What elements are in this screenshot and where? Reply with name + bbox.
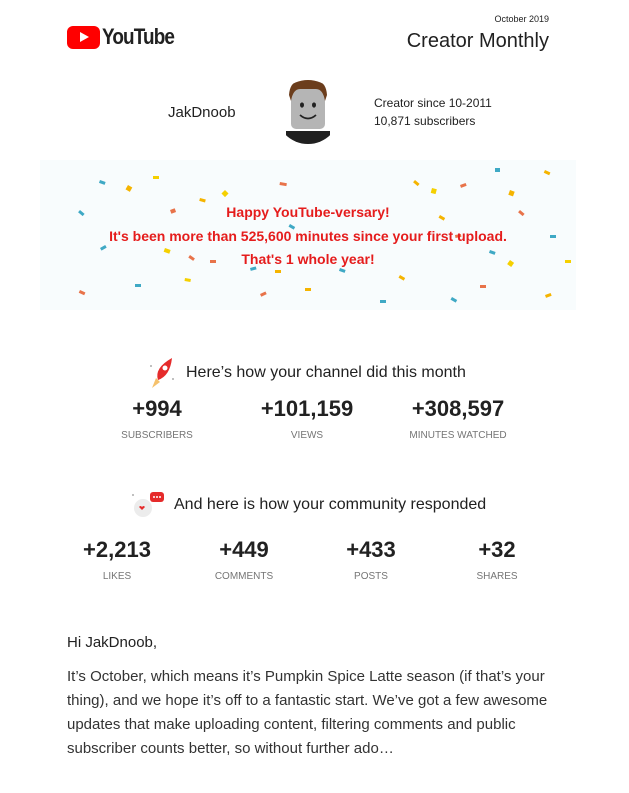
- channel-stats-heading-text: Here’s how your channel did this month: [186, 364, 466, 381]
- stat-subscribers: [82, 396, 232, 441]
- stat-label: COMMENTS: [214, 571, 274, 582]
- letter-paragraph: It’s October, which means it’s Pumpkin Spice Latte season (if that’s your thing), and we hope it’s off to a fantastic start. We’ve got a few awesome updates that make uploading content, filtering comments and public subscriber counts better, so without further ado…: [67, 668, 548, 757]
- rocket-icon: [148, 356, 178, 390]
- stat-label: POSTS: [354, 571, 388, 582]
- newsletter-date: October 2019: [494, 14, 549, 24]
- community-stats-heading-text: And here is how your community responded: [174, 496, 487, 513]
- youtube-logo[interactable]: [67, 24, 186, 50]
- banner-line-2: It's been more than 525,600 minutes since your first upload.: [109, 228, 507, 244]
- subscriber-count: 10,871 subscribers: [374, 114, 476, 128]
- channel-stats-heading: [148, 356, 466, 390]
- channel-username: JakDnoob: [168, 104, 236, 121]
- stat-label: VIEWS: [290, 430, 324, 441]
- stat-value: +2,213: [83, 537, 151, 562]
- chat-hearts-icon: [130, 490, 166, 520]
- banner-line-1: Happy YouTube-versary!: [226, 204, 390, 220]
- creator-since-text: Creator since 10-2011: [374, 96, 492, 110]
- stat-value: +101,159: [260, 396, 354, 421]
- newsletter-title: Creator Monthly: [406, 30, 549, 52]
- stat-views: [232, 396, 382, 441]
- anniversary-banner: [40, 160, 576, 310]
- stat-value: +449: [219, 537, 269, 562]
- youtube-logo-icon: [67, 26, 100, 49]
- stat-value: +32: [478, 537, 516, 562]
- stat-label: MINUTES WATCHED: [409, 430, 507, 441]
- stat-value: +308,597: [411, 396, 505, 421]
- stat-label: SUBSCRIBERS: [121, 430, 193, 441]
- avatar: [276, 75, 340, 148]
- stat-label: LIKES: [102, 571, 132, 582]
- letter-greeting: Hi JakDnoob,: [67, 634, 158, 651]
- banner-line-3: That's 1 whole year!: [241, 251, 375, 267]
- community-stats-heading: [130, 490, 486, 520]
- stat-value: +994: [132, 396, 182, 421]
- stat-shares: [422, 537, 572, 582]
- youtube-logo-text: YouTube: [102, 24, 175, 49]
- stat-value: +433: [346, 537, 396, 562]
- stat-minutes-watched: [383, 396, 533, 441]
- stat-label: SHARES: [476, 571, 518, 582]
